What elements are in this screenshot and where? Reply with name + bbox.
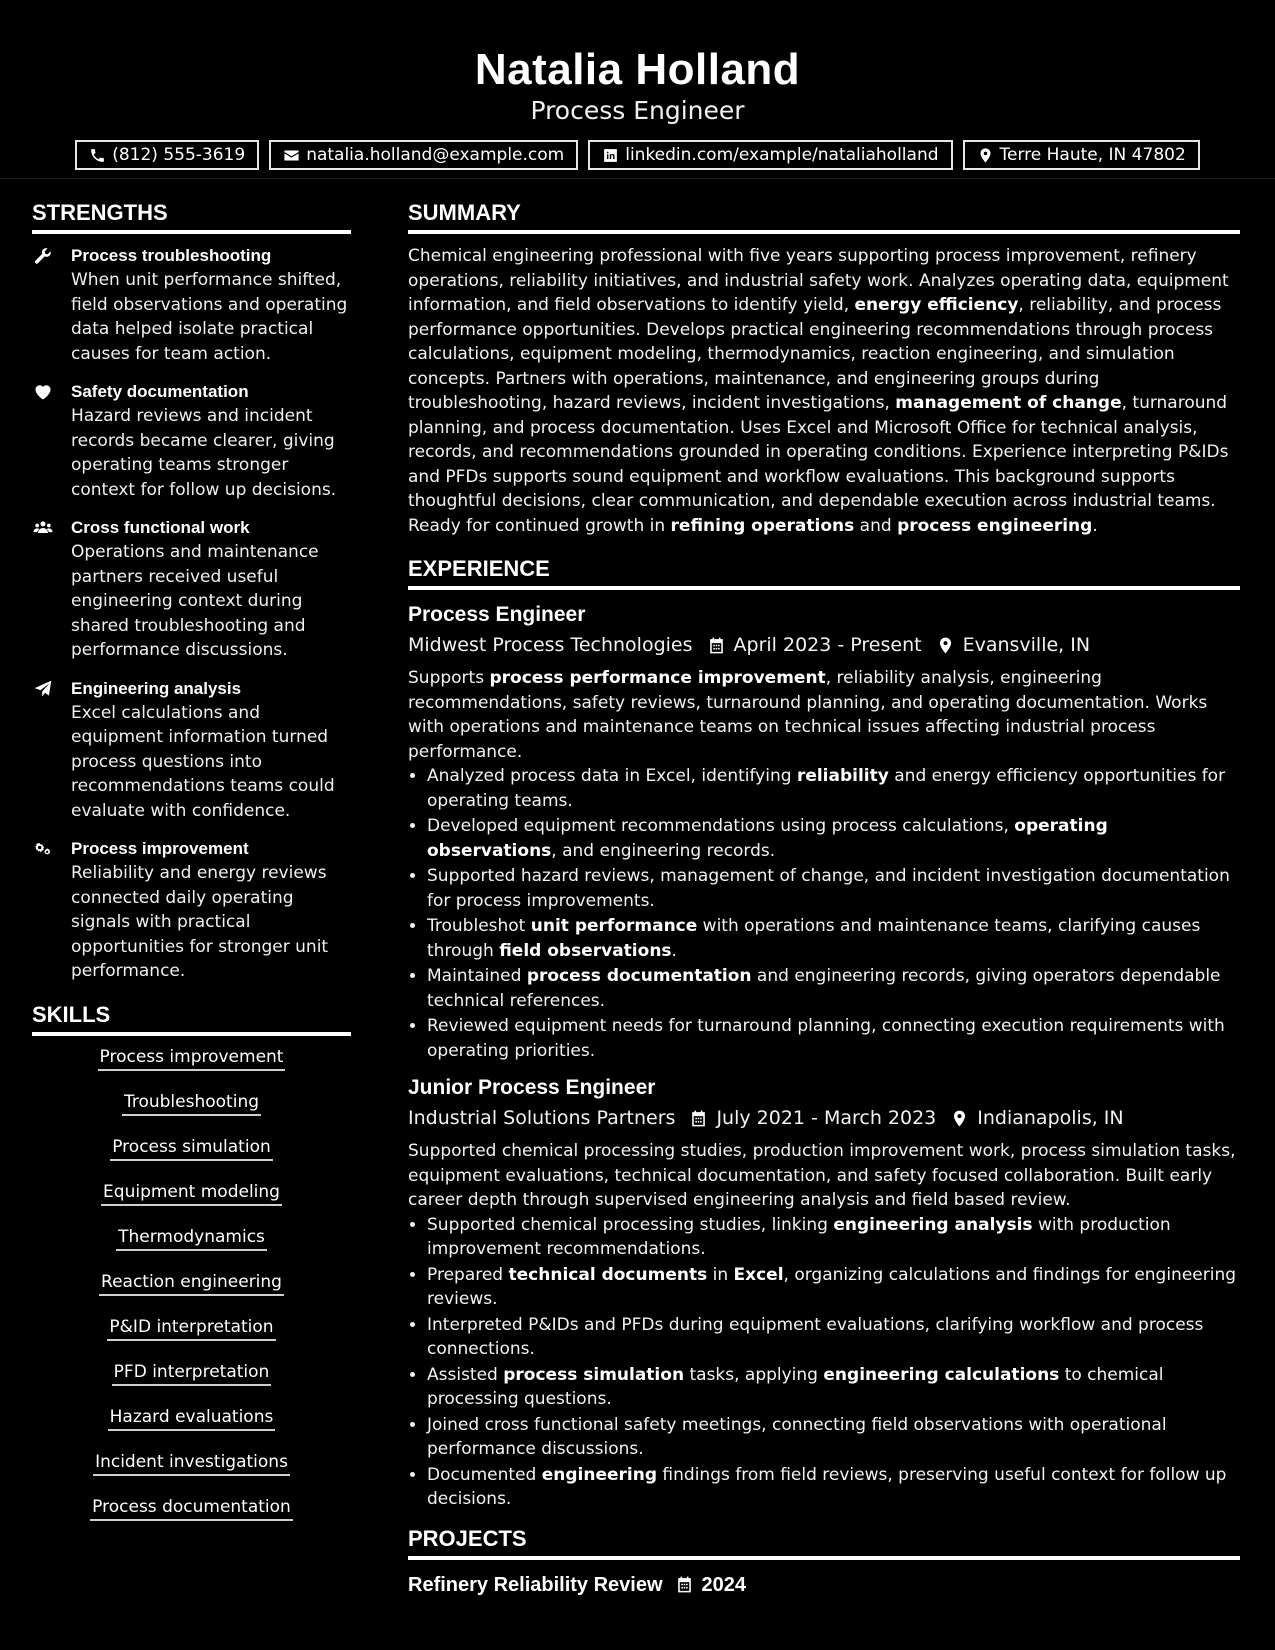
resume-header	[0, 0, 1275, 179]
strength-desc: Hazard reviews and incident records became clearer, giving operating teams stronger context for follow up decisions.	[71, 406, 337, 500]
strength-title: Process improvement	[71, 839, 249, 858]
emphasis-text: unit performance	[530, 916, 698, 936]
strength-title: Cross functional work	[71, 518, 250, 537]
location-pin-icon	[950, 1109, 969, 1128]
gears-icon	[32, 839, 54, 859]
left-column	[32, 196, 351, 1541]
strength-item	[32, 244, 351, 366]
bullet-item: • Reviewed equipment needs for turnaround planning, connecting execution requirements with operating priorities.	[427, 1014, 1240, 1063]
skill-tag: PFD interpretation	[112, 1361, 272, 1386]
skill-tag: Hazard evaluations	[108, 1406, 276, 1431]
skills-heading: SKILLS	[32, 998, 351, 1036]
job-dates: April 2023 - Present	[733, 634, 922, 656]
job-dates: July 2021 - March 2023	[716, 1107, 937, 1129]
users-icon	[32, 518, 54, 538]
bullet-item: • Supported chemical processing studies, linking engineering analysis with production improvement recommendations.	[427, 1213, 1240, 1262]
skill-tag: Equipment modeling	[101, 1181, 282, 1206]
skills-list	[32, 1046, 351, 1541]
strength-item	[32, 837, 351, 984]
contact-location[interactable]	[963, 140, 1200, 170]
phone-icon	[89, 147, 106, 164]
summary-heading: SUMMARY	[408, 196, 1240, 234]
bullet-item: • Assisted process simulation tasks, applying engineering calculations to chemical processing questions.	[427, 1363, 1240, 1412]
emphasis-text: engineering calculations	[823, 1364, 1060, 1385]
location-text: Terre Haute, IN 47802	[999, 145, 1186, 165]
calendar-icon	[707, 636, 726, 655]
contact-email[interactable]	[269, 140, 578, 170]
emphasis-text: management of change	[895, 393, 1122, 413]
emphasis-text: field observations	[499, 940, 672, 961]
bullet-item: • Maintained process documentation and engineering records, giving operators dependable technical references.	[427, 964, 1240, 1013]
emphasis-text: process engineering	[897, 515, 1093, 536]
strength-item	[32, 380, 351, 502]
bullet-item: • Troubleshot unit performance with operations and maintenance teams, clarifying causes through field observations.	[427, 914, 1240, 963]
job-entry	[408, 1073, 1240, 1512]
skill-tag: Process simulation	[110, 1136, 273, 1161]
phone-text: (812) 555-3619	[112, 145, 246, 165]
paper-plane-icon	[32, 679, 54, 699]
bullet-item: • Documented engineering findings from field reviews, preserving useful context for follow up decisions.	[427, 1463, 1240, 1512]
skill-tag: Thermodynamics	[116, 1226, 267, 1251]
bullet-item: • Interpreted P&IDs and PFDs during equipment evaluations, clarifying workflow and process connections.	[427, 1313, 1240, 1362]
linkedin-text: linkedin.com/example/nataliaholland	[625, 145, 939, 165]
skill-tag: Troubleshooting	[122, 1091, 261, 1116]
company-name: Industrial Solutions Partners	[408, 1107, 676, 1129]
experience-heading: EXPERIENCE	[408, 552, 1240, 590]
job-description: Supported chemical processing studies, production improvement work, process simulation tasks, equipment evaluations, technical documentation, and safety focused collaboration. Built early career depth through supervised engineering analysis and field based review.	[408, 1141, 1236, 1210]
emphasis-text: reliability	[796, 766, 889, 786]
job-entry	[408, 600, 1240, 1063]
strength-title: Engineering analysis	[71, 678, 242, 698]
strength-item	[32, 677, 351, 824]
location-pin-icon	[936, 636, 955, 655]
calendar-icon	[689, 1109, 708, 1128]
bullet-item: • Prepared technical documents in Excel, organizing calculations and findings for engineering reviews.	[427, 1263, 1240, 1312]
emphasis-text: technical documents	[508, 1264, 708, 1285]
email-text: natalia.holland@example.com	[306, 145, 565, 165]
emphasis-text: process performance improvement	[489, 668, 826, 688]
summary-text: Chemical engineering professional with five years supporting process improvement, refinery operations, reliability initiatives, and industrial safety work. Analyzes operating data, equipment information, and field observations to identify yield, energy efficiency, reliability, and process performance opportunities. Develops practical engineering recommendations through process calculations, equipment modeling, thermodynamics, reaction engineering, and simulation concepts. Partners with operations, maintenance, and engineering groups during troubleshooting, hazard reviews, incident investigations, management of change, turnaround planning, and process documentation. Uses Excel and Microsoft Office for technical analysis, records, and recommendations grounded in operating conditions. Experience interpreting P&IDs and PFDs supports sound equipment and workflow evaluations. This background supports thoughtful decisions, clear communication, and dependable execution across industrial teams. Ready for continued growth in refining operations and process engineering.	[408, 246, 1229, 536]
project-year: 2024	[701, 1573, 747, 1596]
strengths-heading: STRENGTHS	[32, 196, 351, 234]
project-title: Refinery Reliability Review	[408, 1573, 663, 1596]
linkedin-icon	[602, 147, 619, 164]
emphasis-text: process documentation	[526, 966, 752, 986]
skill-tag: P&ID interpretation	[107, 1316, 275, 1341]
contact-bar	[0, 140, 1275, 170]
skill-tag: Incident investigations	[93, 1451, 290, 1476]
location-pin-icon	[977, 147, 994, 164]
strength-title: Safety documentation	[71, 382, 249, 401]
wrench-icon	[32, 246, 54, 266]
calendar-icon	[675, 1575, 694, 1594]
contact-linkedin[interactable]	[588, 140, 952, 170]
skill-tag: Reaction engineering	[99, 1271, 284, 1296]
emphasis-text: operating observations	[427, 816, 1108, 861]
strength-desc: Reliability and energy reviews connected daily operating signals with practical opportunities for stronger unit performance.	[71, 863, 329, 981]
company-name: Midwest Process Technologies	[408, 634, 693, 656]
job-location: Indianapolis, IN	[977, 1107, 1124, 1129]
bullet-item: • Analyzed process data in Excel, identifying reliability and energy efficiency opportunities for operating teams.	[427, 764, 1240, 813]
emphasis-text: process simulation	[503, 1364, 685, 1385]
job-bullets	[408, 764, 1240, 1063]
skill-tag: Process documentation	[90, 1496, 293, 1521]
job-bullets	[408, 1213, 1240, 1512]
bullet-item: • Joined cross functional safety meetings, connecting field observations with operational performance discussions.	[427, 1413, 1240, 1462]
emphasis-text: refining operations	[670, 515, 855, 536]
heart-icon	[32, 382, 54, 402]
project-item	[408, 1570, 1240, 1600]
skill-tag: Process improvement	[98, 1046, 286, 1071]
bullet-item: • Supported hazard reviews, management of change, and incident investigation documentation for process improvements.	[427, 864, 1240, 913]
strength-title: Process troubleshooting	[71, 246, 272, 265]
job-location: Evansville, IN	[962, 634, 1091, 656]
right-column	[408, 196, 1240, 1600]
strength-desc: When unit performance shifted, field observations and operating data helped isolate practical causes for team action.	[71, 270, 348, 364]
strength-item	[32, 516, 351, 663]
job-title: Junior Process Engineer	[408, 1076, 656, 1099]
emphasis-text: engineering analysis	[833, 1214, 1033, 1235]
job-title: Process Engineer	[408, 603, 586, 626]
job-meta	[408, 630, 1240, 660]
job-description: Supports process performance improvement, reliability analysis, engineering recommendations, safety reviews, turnaround planning, and operating documentation. Works with operations and maintenance teams on technical issues affecting industrial process performance.	[408, 668, 1208, 762]
contact-phone[interactable]	[75, 140, 259, 170]
projects-heading: PROJECTS	[408, 1522, 1240, 1560]
emphasis-text: engineering	[541, 1464, 658, 1485]
emphasis-text: energy efficiency	[854, 295, 1019, 315]
strength-desc: Operations and maintenance partners received useful engineering context during shared troubleshooting and performance discussions.	[71, 542, 319, 660]
candidate-name: Natalia Holland	[474, 45, 801, 94]
envelope-icon	[283, 147, 300, 164]
job-meta	[408, 1103, 1240, 1133]
bullet-item: • Developed equipment recommendations using process calculations, operating observations, and engineering records.	[427, 814, 1240, 863]
candidate-title: Process Engineer	[530, 96, 745, 125]
emphasis-text: Excel	[733, 1264, 784, 1285]
strength-desc: Excel calculations and equipment information turned process questions into recommendations teams could evaluate with confidence.	[71, 702, 335, 821]
